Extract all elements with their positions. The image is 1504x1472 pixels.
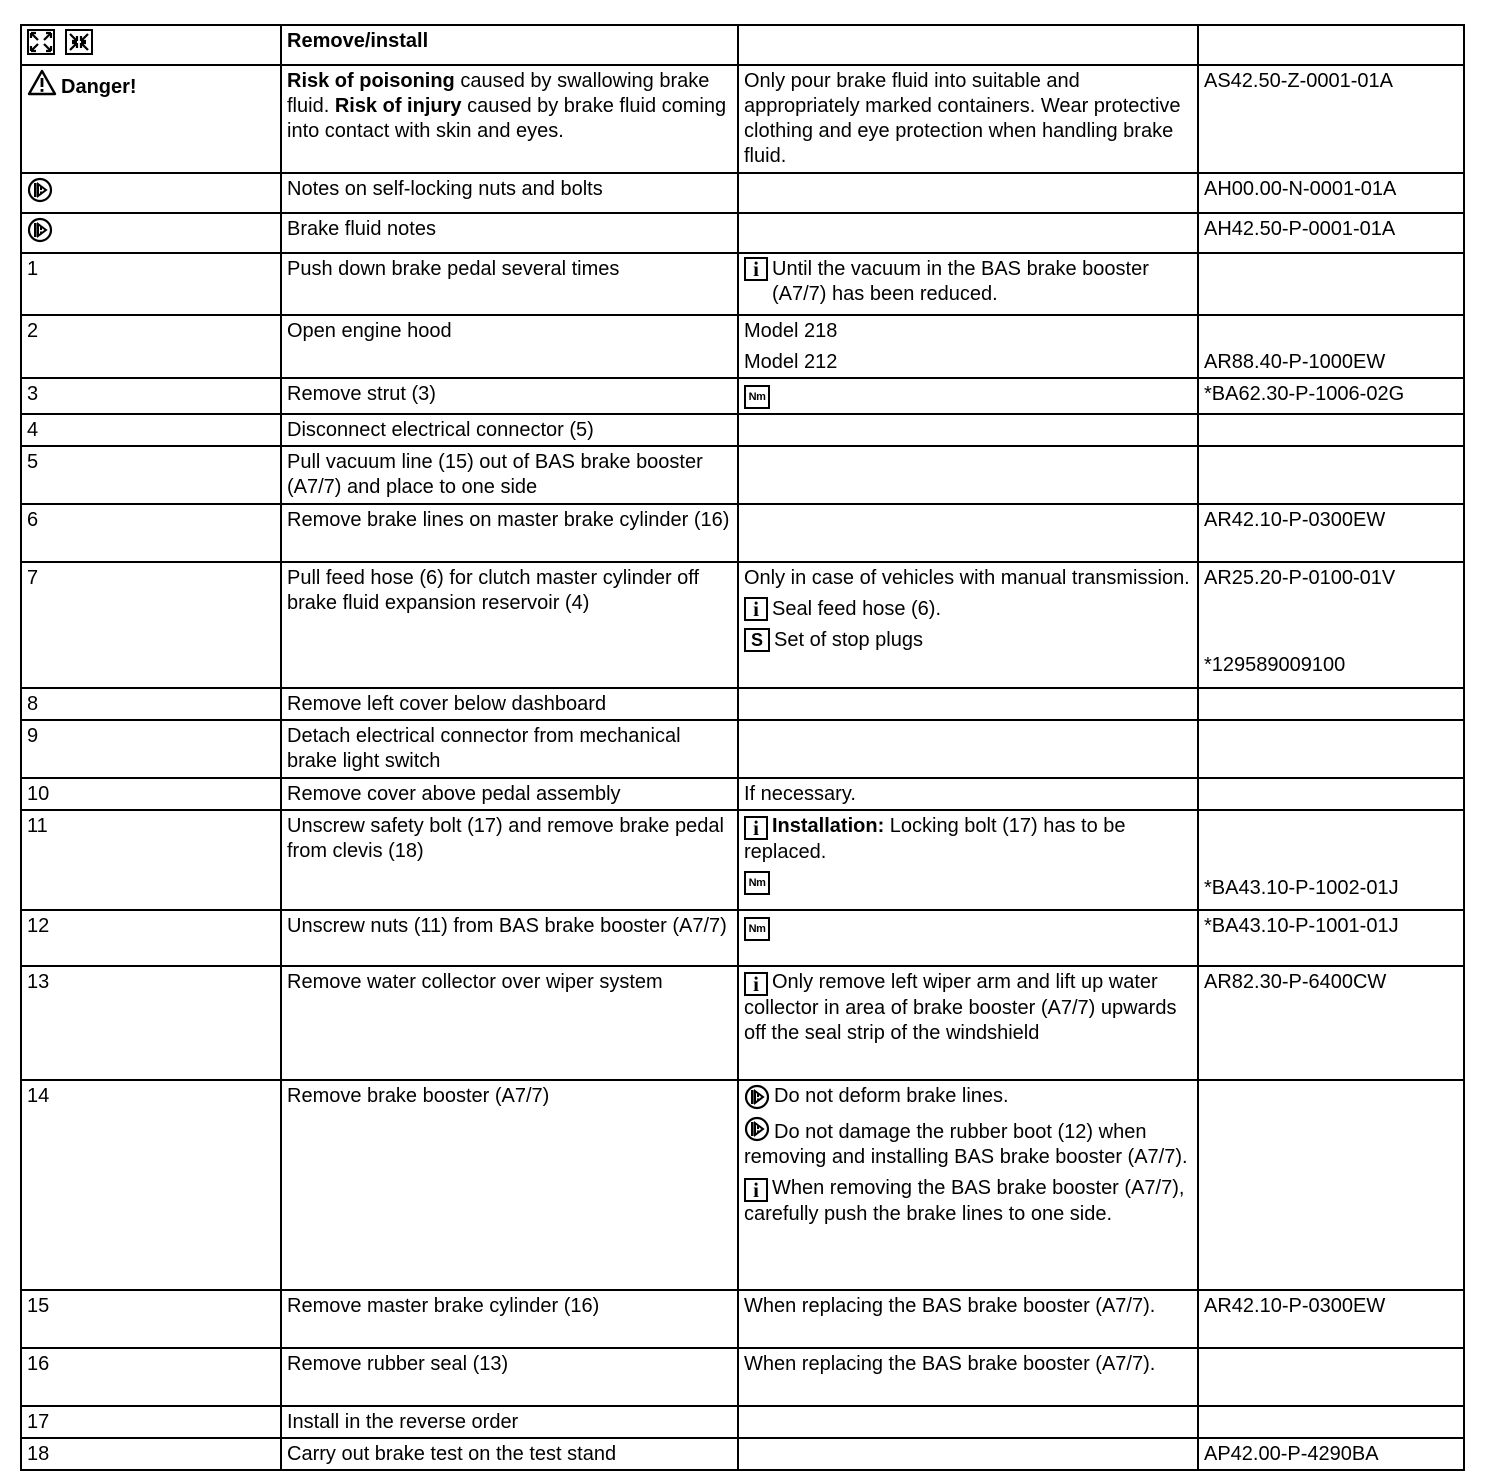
step-ref-link[interactable]: *BA62.30-P-1006-02G xyxy=(1198,378,1464,414)
note-text: Do not damage the rubber boot (12) when removing and installing BAS brake booster (A7/7). xyxy=(744,1121,1188,1168)
remove-icon xyxy=(27,29,55,62)
step-row xyxy=(21,1080,1464,1290)
step-ref-empty xyxy=(1198,414,1464,446)
procedure-table xyxy=(20,24,1465,1471)
danger-row xyxy=(21,65,1464,173)
step-action: Detach electrical connector from mechanical brake light switch xyxy=(281,720,738,778)
step-notes xyxy=(738,1080,1198,1290)
info-icon: i xyxy=(744,597,768,621)
step-ref-link[interactable]: *BA43.10-P-1002-01J xyxy=(1204,877,1399,899)
note-empty xyxy=(738,213,1198,253)
note-row xyxy=(21,213,1464,253)
step-row xyxy=(21,1406,1464,1438)
torque-icon[interactable]: Nm xyxy=(744,385,770,409)
header-title: Remove/install xyxy=(281,25,738,65)
step-number: 11 xyxy=(21,810,281,910)
step-action: Push down brake pedal several times xyxy=(281,253,738,315)
info-text: Only remove left wiper arm and lift up water collector in area of brake booster (A7/7) upwards off the seal strip of the windshield xyxy=(744,971,1177,1044)
step-notes-empty xyxy=(738,1406,1198,1438)
step-row xyxy=(21,414,1464,446)
step-row xyxy=(21,910,1464,966)
step-row xyxy=(21,688,1464,720)
info-icon: i xyxy=(744,816,768,840)
note-text: Only in case of vehicles with manual transmission. xyxy=(744,567,1190,589)
header-empty-cell xyxy=(1198,25,1464,65)
step-ref xyxy=(1198,315,1464,378)
step-ref-link[interactable]: AR25.20-P-0100-01V xyxy=(1204,567,1396,589)
tool-text: Set of stop plugs xyxy=(774,629,923,651)
step-row xyxy=(21,966,1464,1080)
note-ref-link[interactable]: AH42.50-P-0001-01A xyxy=(1198,213,1464,253)
special-tool-icon[interactable]: S xyxy=(744,628,770,652)
step-ref-empty xyxy=(1198,778,1464,810)
step-notes xyxy=(738,966,1198,1080)
step-ref-empty xyxy=(1198,446,1464,504)
step-number: 16 xyxy=(21,1348,281,1406)
step-ref-empty xyxy=(1198,253,1464,315)
header-row xyxy=(21,25,1464,65)
step-notes xyxy=(738,562,1198,688)
step-notes: If necessary. xyxy=(738,778,1198,810)
step-number: 3 xyxy=(21,378,281,414)
step-row xyxy=(21,504,1464,562)
installation-label: Installation: xyxy=(772,815,885,837)
step-ref-link[interactable]: AR88.40-P-1000EW xyxy=(1204,351,1386,373)
risk-poisoning-text: caused by swallowing brake fluid. xyxy=(287,70,710,117)
danger-description xyxy=(281,65,738,173)
info-text: When removing the BAS brake booster (A7/7), carefully push the brake lines to one side. xyxy=(744,1177,1185,1225)
step-action: Remove strut (3) xyxy=(281,378,738,414)
step-action: Pull feed hose (6) for clutch master cylinder off brake fluid expansion reservoir (4) xyxy=(281,562,738,688)
torque-icon[interactable]: Nm xyxy=(744,871,770,895)
step-number: 12 xyxy=(21,910,281,966)
step-action: Remove cover above pedal assembly xyxy=(281,778,738,810)
step-notes xyxy=(738,910,1198,966)
step-ref-link[interactable]: AR42.10-P-0300EW xyxy=(1198,504,1464,562)
step-notes-empty xyxy=(738,1438,1198,1470)
step-ref xyxy=(1198,562,1464,688)
step-number: 1 xyxy=(21,253,281,315)
step-row xyxy=(21,720,1464,778)
step-action: Pull vacuum line (15) out of BAS brake booster (A7/7) and place to one side xyxy=(281,446,738,504)
step-action: Unscrew safety bolt (17) and remove brake pedal from clevis (18) xyxy=(281,810,738,910)
info-icon: i xyxy=(744,1178,768,1202)
step-ref-empty xyxy=(1198,688,1464,720)
risk-injury: Risk of injury xyxy=(334,95,462,117)
step-number: 15 xyxy=(21,1290,281,1348)
step-action: Remove left cover below dashboard xyxy=(281,688,738,720)
step-action: Remove brake booster (A7/7) xyxy=(281,1080,738,1290)
step-row xyxy=(21,315,1464,378)
step-notes xyxy=(738,810,1198,910)
tool-ref-link[interactable]: *129589009100 xyxy=(1204,654,1346,676)
note-icon-cell xyxy=(21,173,281,213)
step-number: 9 xyxy=(21,720,281,778)
risk-injury-text: caused by brake fluid coming into contact with skin and eyes. xyxy=(287,95,727,142)
step-row xyxy=(21,1290,1464,1348)
step-action: Remove brake lines on master brake cylinder (16) xyxy=(281,504,738,562)
step-number: 5 xyxy=(21,446,281,504)
step-notes xyxy=(738,315,1198,378)
danger-label: Danger! xyxy=(61,76,137,98)
step-ref-empty xyxy=(1198,1080,1464,1290)
risk-poisoning: Risk of poisoning xyxy=(287,70,455,92)
header-icons-cell xyxy=(21,25,281,65)
note-text: Brake fluid notes xyxy=(281,213,738,253)
step-number: 4 xyxy=(21,414,281,446)
note-icon xyxy=(27,217,53,243)
step-number: 17 xyxy=(21,1406,281,1438)
step-ref xyxy=(1198,810,1464,910)
info-text: Until the vacuum in the BAS brake booster (A7/7) has been reduced. xyxy=(772,258,1149,305)
step-number: 7 xyxy=(21,562,281,688)
step-notes-empty xyxy=(738,446,1198,504)
step-number: 2 xyxy=(21,315,281,378)
install-icon xyxy=(65,29,93,62)
step-action: Carry out brake test on the test stand xyxy=(281,1438,738,1470)
note-text: Notes on self-locking nuts and bolts xyxy=(281,173,738,213)
step-row xyxy=(21,446,1464,504)
step-row xyxy=(21,562,1464,688)
step-ref-empty xyxy=(1198,1406,1464,1438)
step-action: Disconnect electrical connector (5) xyxy=(281,414,738,446)
step-action: Remove water collector over wiper system xyxy=(281,966,738,1080)
step-action: Open engine hood xyxy=(281,315,738,378)
step-number: 6 xyxy=(21,504,281,562)
step-row xyxy=(21,378,1464,414)
step-row xyxy=(21,1438,1464,1470)
note-icon xyxy=(744,1084,770,1110)
step-number: 10 xyxy=(21,778,281,810)
step-row xyxy=(21,778,1464,810)
step-notes-empty xyxy=(738,504,1198,562)
step-notes-empty xyxy=(738,414,1198,446)
danger-label-cell xyxy=(21,65,281,173)
step-row xyxy=(21,253,1464,315)
step-row xyxy=(21,810,1464,910)
step-ref-link[interactable]: AR42.10-P-0300EW xyxy=(1198,1290,1464,1348)
info-text: Seal feed hose (6). xyxy=(772,598,941,620)
step-notes-empty xyxy=(738,720,1198,778)
note-icon xyxy=(27,177,53,203)
note-ref-link[interactable]: AH00.00-N-0001-01A xyxy=(1198,173,1464,213)
note-empty xyxy=(738,173,1198,213)
note-icon xyxy=(744,1116,770,1142)
info-text: Locking bolt (17) has to be replaced. xyxy=(744,815,1126,863)
step-notes: When replacing the BAS brake booster (A7/7). xyxy=(738,1290,1198,1348)
step-ref-link[interactable]: *BA43.10-P-1001-01J xyxy=(1198,910,1464,966)
step-notes xyxy=(738,253,1198,315)
step-row xyxy=(21,1348,1464,1406)
info-icon: i xyxy=(744,972,768,996)
warning-triangle-icon xyxy=(27,69,57,96)
step-action: Unscrew nuts (11) from BAS brake booster (A7/7) xyxy=(281,910,738,966)
step-action: Remove rubber seal (13) xyxy=(281,1348,738,1406)
step-notes: When replacing the BAS brake booster (A7/7). xyxy=(738,1348,1198,1406)
step-ref-empty xyxy=(1198,1348,1464,1406)
danger-ref-link[interactable]: AS42.50-Z-0001-01A xyxy=(1198,65,1464,173)
step-ref-link[interactable]: AP42.00-P-4290BA xyxy=(1198,1438,1464,1470)
step-action: Install in the reverse order xyxy=(281,1406,738,1438)
step-action: Remove master brake cylinder (16) xyxy=(281,1290,738,1348)
step-number: 13 xyxy=(21,966,281,1080)
step-ref-empty xyxy=(1198,720,1464,778)
step-number: 8 xyxy=(21,688,281,720)
torque-icon[interactable]: Nm xyxy=(744,917,770,941)
header-empty-cell xyxy=(738,25,1198,65)
step-notes xyxy=(738,378,1198,414)
info-icon: i xyxy=(744,257,768,281)
model-218: Model 218 xyxy=(744,320,838,342)
step-ref-link[interactable]: AR82.30-P-6400CW xyxy=(1198,966,1464,1080)
step-number: 18 xyxy=(21,1438,281,1470)
note-icon-cell xyxy=(21,213,281,253)
model-212: Model 212 xyxy=(744,351,838,373)
note-text: Do not deform brake lines. xyxy=(774,1085,1009,1107)
danger-measure: Only pour brake fluid into suitable and appropriately marked containers. Wear protective clothing and eye protection when handling brake fluid. xyxy=(738,65,1198,173)
step-number: 14 xyxy=(21,1080,281,1290)
step-notes-empty xyxy=(738,688,1198,720)
note-row xyxy=(21,173,1464,213)
